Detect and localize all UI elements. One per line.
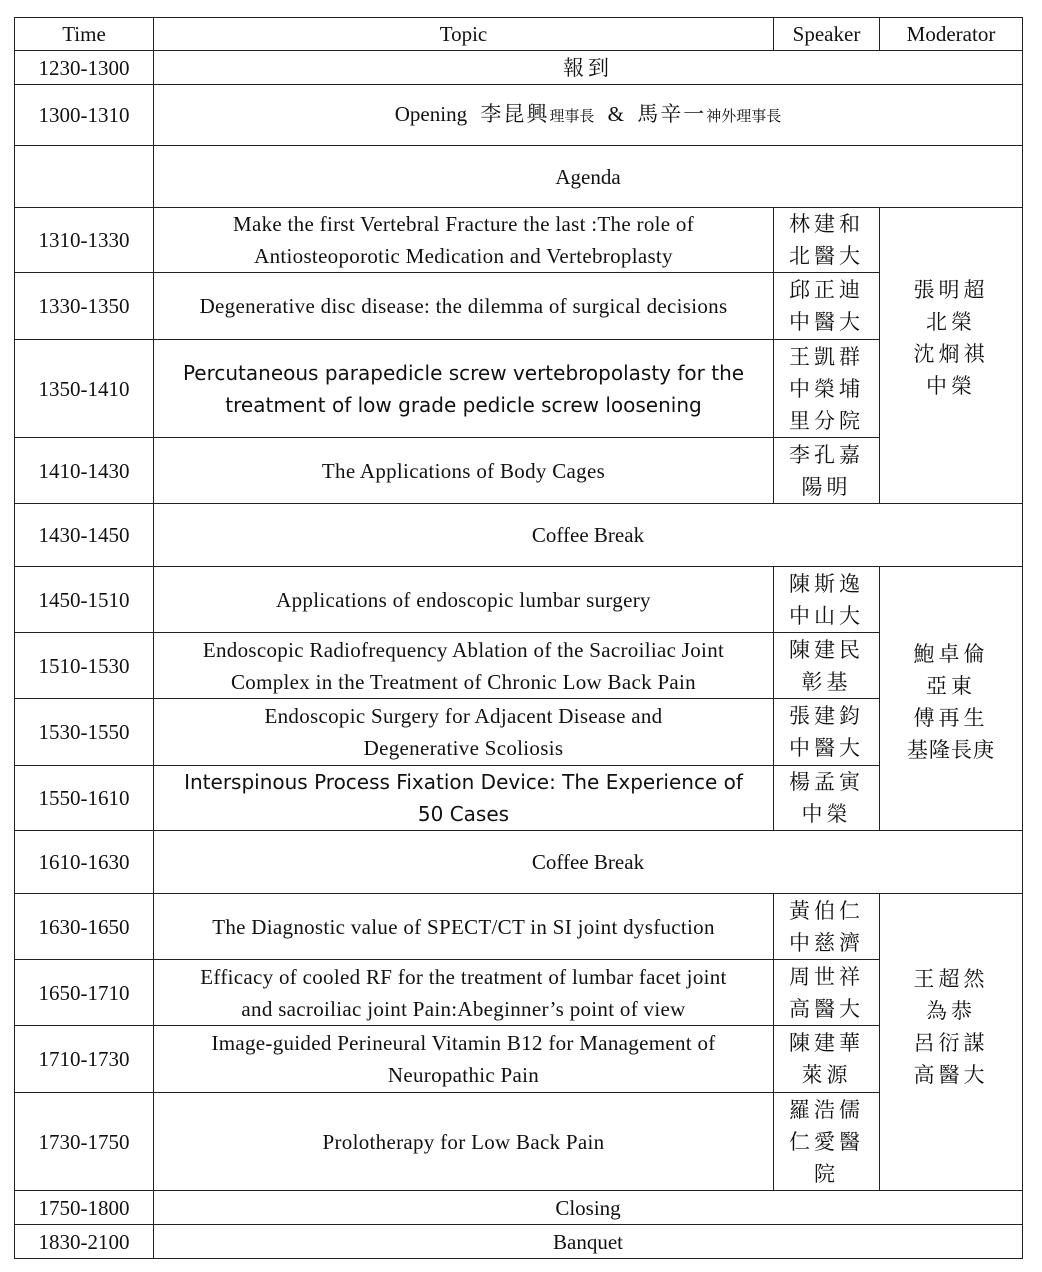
topic-cell [154,340,774,438]
break-row [15,504,1023,567]
moderator-line: 王超然 [913,967,989,991]
opening-cell [154,85,1023,146]
time-cell: 1350-1410 [15,340,154,438]
speaker-affiliation: 中慈濟 [789,930,864,955]
topic-line: Prolotherapy for Low Back Pain [322,1129,605,1154]
topic-cell [154,1026,774,1093]
coffee-break-label: Coffee Break [154,504,1023,567]
moderator-line: 亞東 [926,673,976,698]
moderator-line: 張明超 [913,278,989,302]
speaker-affiliation: 彰基 [801,669,852,694]
topic-cell [154,766,774,831]
topic-line: Antiosteoporotic Medication and Vertebroplasty [254,244,673,268]
moderator-line: 沈烱祺 [913,342,989,366]
session-row [15,567,1023,633]
topic-line: 50 Cases [417,802,510,826]
opening-ampersand: & [607,102,624,126]
opening-title-1: 理事長 [549,107,595,125]
speaker-affiliation: 院 [814,1161,839,1186]
speaker-cell [774,894,880,960]
speaker-name: 林建和 [789,212,864,236]
time-cell: 1830-2100 [15,1225,154,1259]
moderator-line: 中榮 [926,374,976,398]
speaker-name: 楊孟寅 [789,770,864,794]
header-speaker: Speaker [774,18,880,51]
speaker-cell [774,766,880,831]
time-cell: 1710-1730 [15,1026,154,1093]
time-cell: 1610-1630 [15,831,154,894]
speaker-affiliation: 里分院 [789,408,864,433]
session-row [15,438,1023,504]
speaker-cell [774,273,880,340]
session-row [15,1093,1023,1191]
topic-line: Efficacy of cooled RF for the treatment of lumbar facet joint [200,964,727,989]
speaker-cell [774,1093,880,1191]
topic-line: Percutaneous parapedicle screw vertebropolasty for the [182,360,745,385]
speaker-affiliation: 萊源 [801,1063,852,1087]
speaker-cell [774,699,880,766]
speaker-name: 陳建民 [789,637,864,662]
speaker-name: 陳建華 [789,1031,864,1055]
speaker-name: 李孔嘉 [789,442,864,467]
banquet-row [15,1225,1023,1259]
agenda-label: Agenda [154,146,1023,208]
speaker-cell [774,438,880,504]
opening-name-1: 李昆興 [480,102,550,126]
session-row [15,340,1023,438]
topic-line: Complex in the Treatment of Chronic Low Back Pain [231,669,696,694]
schedule-table [14,17,1023,1259]
topic-line: Endoscopic Radiofrequency Ablation of the Sacroiliac Joint [202,637,725,662]
topic-line: Degenerative disc disease: the dilemma of surgical decisions [199,294,728,318]
topic-line: and sacroiliac joint Pain:Abeginner’s point of view [241,996,686,1021]
speaker-affiliation: 中山大 [789,603,864,628]
registration-label: 報到 [154,51,1023,85]
speaker-name: 王凱群 [789,344,864,369]
moderator-line: 傅再生 [913,705,989,730]
moderator-cell [880,208,1023,504]
topic-line: Interspinous Process Fixation Device: The Experience of [184,770,743,794]
topic-line: treatment of low grade pedicle screw loosening [225,392,702,417]
coffee-break-label: Coffee Break [154,831,1023,894]
speaker-affiliation: 中醫大 [789,736,864,760]
speaker-name: 邱正迪 [789,278,864,302]
topic-cell [154,273,774,340]
speaker-affiliation: 陽明 [801,474,852,499]
speaker-cell [774,633,880,699]
header-row [15,18,1023,51]
time-cell: 1730-1750 [15,1093,154,1191]
topic-cell [154,208,774,273]
session-row [15,1026,1023,1093]
time-cell: 1310-1330 [15,208,154,273]
topic-cell [154,567,774,633]
topic-line: Endoscopic Surgery for Adjacent Disease and [264,704,663,728]
time-cell: 1630-1650 [15,894,154,960]
time-cell: 1750-1800 [15,1191,154,1225]
moderator-line: 鮑卓倫 [913,641,989,666]
topic-line: Neuropathic Pain [387,1063,540,1087]
session-row [15,633,1023,699]
topic-line: Image-guided Perineural Vitamin B12 for Management of [211,1031,716,1055]
session-row [15,208,1023,273]
moderator-cell [880,894,1023,1191]
session-row [15,894,1023,960]
topic-line: The Diagnostic value of SPECT/CT in SI joint dysfuction [212,914,715,939]
banquet-label: Banquet [154,1225,1023,1259]
speaker-name: 周世祥 [789,964,864,989]
speaker-affiliation: 仁愛醫 [789,1129,864,1154]
speaker-cell [774,208,880,273]
break-row [15,831,1023,894]
opening-label: Opening [394,102,468,126]
speaker-cell [774,340,880,438]
topic-line: Make the first Vertebral Fracture the last :The role of [232,212,695,236]
speaker-cell [774,1026,880,1093]
topic-cell [154,438,774,504]
time-cell: 1300-1310 [15,85,154,146]
time-cell: 1430-1450 [15,504,154,567]
topic-line: The Applications of Body Cages [321,458,606,483]
moderator-line: 為恭 [926,999,976,1023]
topic-line: Applications of endoscopic lumbar surgery [276,587,651,612]
agenda-row [15,146,1023,208]
time-cell: 1550-1610 [15,766,154,831]
time-cell: 1450-1510 [15,567,154,633]
time-cell: 1650-1710 [15,960,154,1026]
topic-line: Degenerative Scoliosis [363,736,564,760]
topic-cell [154,894,774,960]
speaker-cell [774,567,880,633]
speaker-name: 陳斯逸 [789,571,864,596]
moderator-line: 高醫大 [913,1063,989,1087]
speaker-name: 黃伯仁 [789,898,864,923]
speaker-name: 張建鈞 [789,704,864,728]
session-row [15,699,1023,766]
time-cell: 1230-1300 [15,51,154,85]
header-topic: Topic [154,18,774,51]
speaker-cell [774,960,880,1026]
topic-cell [154,1093,774,1191]
opening-row [15,85,1023,146]
topic-cell [154,699,774,766]
registration-row [15,51,1023,85]
session-row [15,766,1023,831]
time-cell-empty [15,146,154,208]
moderator-line: 北榮 [926,310,976,334]
topic-cell [154,633,774,699]
time-cell: 1510-1530 [15,633,154,699]
header-moderator: Moderator [880,18,1023,51]
speaker-affiliation: 中榮埔 [789,376,864,401]
session-row [15,960,1023,1026]
moderator-line: 基隆長庚 [907,737,995,762]
session-row [15,273,1023,340]
closing-label: Closing [154,1191,1023,1225]
moderator-cell [880,567,1023,831]
speaker-affiliation: 北醫大 [789,244,864,268]
opening-name-2: 馬辛一 [637,102,707,126]
closing-row [15,1191,1023,1225]
time-cell: 1530-1550 [15,699,154,766]
time-cell: 1410-1430 [15,438,154,504]
header-time: Time [15,18,154,51]
moderator-line: 呂衍謀 [913,1031,989,1055]
speaker-affiliation: 高醫大 [789,996,864,1021]
opening-title-2: 神外理事長 [706,107,782,125]
topic-cell [154,960,774,1026]
time-cell: 1330-1350 [15,273,154,340]
speaker-affiliation: 中醫大 [789,310,864,334]
speaker-affiliation: 中榮 [801,802,852,826]
speaker-name: 羅浩儒 [789,1097,864,1122]
